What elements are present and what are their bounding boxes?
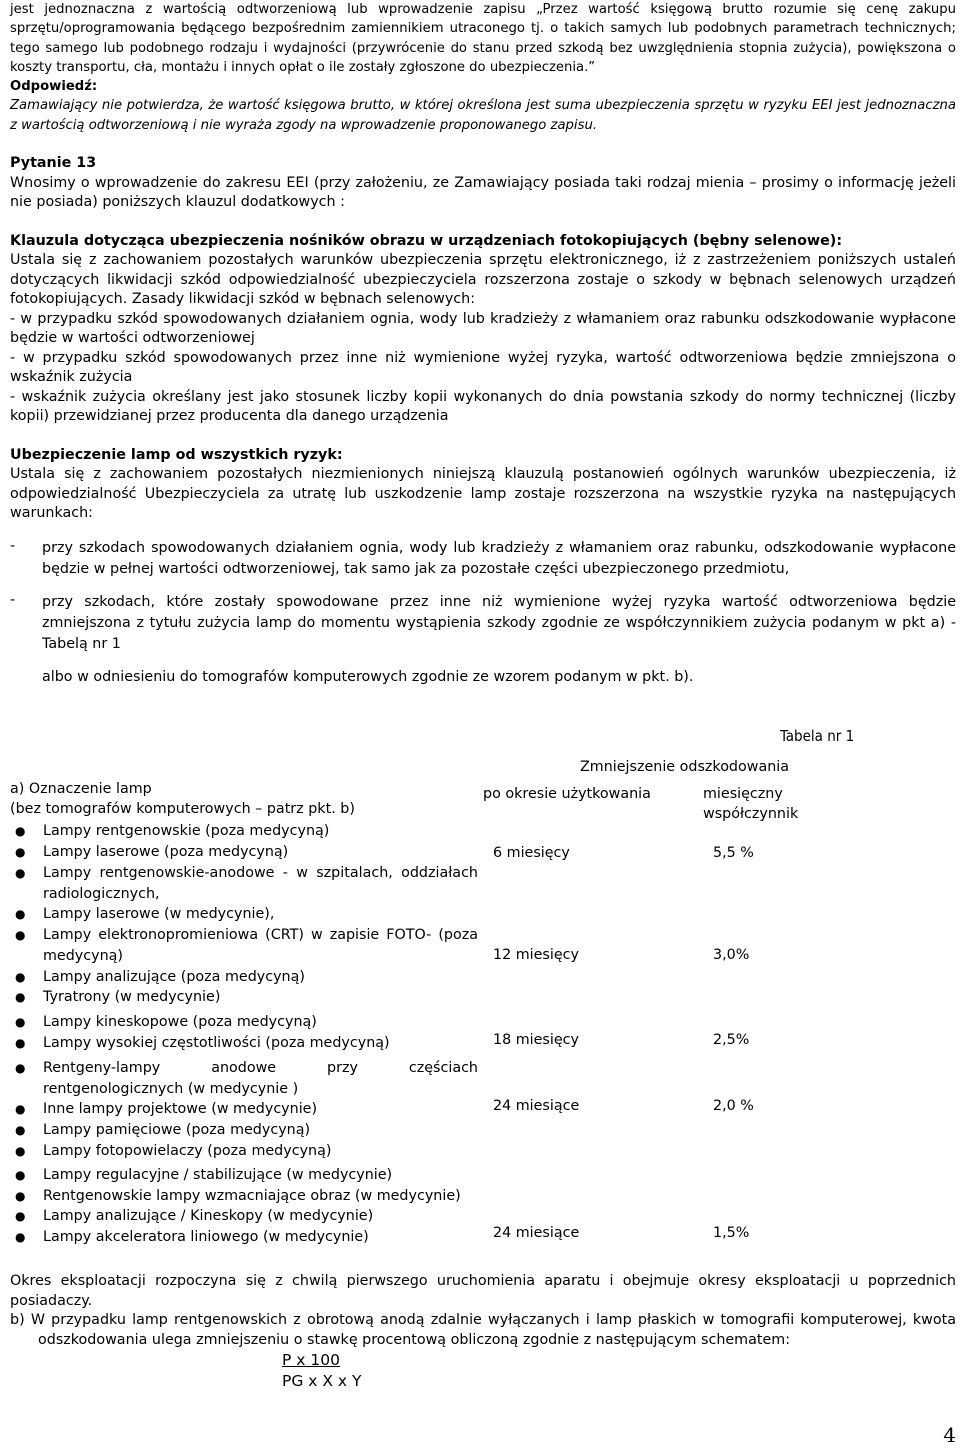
clause-selenium-p2: - w przypadku szkód spowodowanych działaniem ognia, wody lub kradzieży z włamaniem oraz rabunku odszkodowanie wypłacone będzie w wartości odtworzeniowej [10, 310, 956, 347]
lamp-name: Lampy elektronopromieniowa (CRT) w zapisie FOTO- (poza medycyną) [43, 927, 478, 964]
spacer [10, 135, 956, 154]
answer-label: Odpowiedź: [10, 79, 98, 95]
bullet-icon: ● [15, 1015, 26, 1029]
document-page [10, 0, 956, 688]
bullet-icon: ● [15, 1143, 26, 1158]
question-13-heading: Pytanie 13 [10, 155, 97, 172]
dash-item-1 [10, 538, 956, 580]
lamp-name: Tyratrony (w medycynie) [43, 989, 221, 1006]
lamp-name: Lampy kineskopowe (poza medycyną) [43, 1014, 317, 1030]
dash-item-text: przy szkodach spowodowanych działaniem ognia, wody lub kradzieży z włamaniem oraz rabunku, odszkodowanie wypłacone będzie w pełnej wartości odtworzeniowej, tak samo jak za pozostałe części ubezpieczonego przedmiotu, [42, 539, 956, 577]
paragraph-continued-proposal: jest jednoznaczna z wartością odtworzeniową lub wprowadzenie zapisu „Przez wartość księgową brutto rozumie się cenę zakupu sprzętu/oprogramowania będącego bezpośrednim zamiennikiem utraconego tj. o takich samych lub podobnych parametrach technicznych; tego samego lub podobnego rodzaju i wydajności (przywrócenie do stanu przed szkodą bez uwzględnienia stopnia zużycia), powiększona o koszty transportu, cła, montażu i innych opłat o ile zostały zgłoszone do ubezpieczenia.” [10, 2, 956, 75]
clause-selenium-heading: Klauzula dotycząca ubezpieczenia nośników obrazu w urządzeniach fotokopiujących (bębny selenowe): [10, 232, 843, 249]
closing-p1: Okres eksploatacji rozpoczyna się z chwilą pierwszego uruchomienia aparatu i obejmuje okresy eksploatacji u poprzednich posiadaczy. [10, 1273, 956, 1309]
lamp-name: Lampy wysokiej częstotliwości (poza medycyną) [43, 1034, 390, 1051]
clause-selenium-p3: - w przypadku szkód spowodowanych przez inne niż wymienione wyżej ryzyka, wartość odtworzeniowa będzie zmniejszona o wskaźnik zużycia [10, 349, 956, 386]
lamp-name: Lampy rentgenowskie (poza medycyną) [43, 823, 330, 839]
lamp-name: Rentgenowskie lampy wzmacniające obraz (w medycynie) [43, 1187, 461, 1204]
closing-p2: b) W przypadku lamp rentgenowskich z obrotową anodą zdalnie wyłączanych i lamp płaskich w tomografii komputerowej, kwota odszkodowania ulega zmniejszeniu o stawkę procentową obliczoną zgodnie z następującym schematem: [10, 1312, 956, 1348]
bullet-icon: ● [15, 1123, 26, 1138]
list-item [10, 1206, 478, 1227]
group-rate: 2,0 % [713, 1098, 754, 1114]
dash-continuation: albo w odniesieniu do tomografów komputerowych zgodnie ze wzorem podanym w pkt. b). [42, 668, 694, 685]
lamp-name: Lampy regulacyjne / stabilizujące (w medycynie) [43, 1167, 393, 1183]
lamp-name: Lampy pamięciowe (poza medycyną) [43, 1122, 311, 1139]
lamp-name: Lampy fotopowielaczy (poza medycyną) [43, 1142, 332, 1159]
group-rate: 3,0% [713, 947, 750, 963]
list-item [10, 1012, 478, 1033]
table-header-coefficient-line1: miesięczny [703, 786, 783, 802]
formula-denominator: PG x X x Y [282, 1372, 362, 1390]
dash-item-text: przy szkodach, które zostały spowodowane przez inne niż wymienione wyżej ryzyka wartość odtworzeniowa będzie zmniejszona z tytułu zużycia lamp do momentu wystąpienia szkody zgodnie ze współczynnikiem zużycia podanym w pkt a) - Tabelą nr 1 [42, 593, 956, 652]
table-header-lamps-line1: a) Oznaczenie lamp [10, 781, 152, 797]
list-item [10, 1141, 478, 1162]
closing-section [10, 1272, 956, 1390]
table-group-items [10, 863, 478, 1008]
group-period: 24 miesiące [493, 1225, 580, 1241]
list-item [10, 1033, 478, 1054]
list-item [10, 1058, 478, 1099]
dash-item-2 [10, 592, 956, 655]
group-rate: 1,5% [713, 1225, 750, 1241]
clause-selenium-p1: Ustala się z zachowaniem pozostałych warunków ubezpieczenia sprzętu elektronicznego, iż z zastrzeżeniem poniższych ustaleń dotyczących likwidacji szkód odpowiedzialność ubezpieczyciela rozszerzona zostaje o szkody w bębnach selenowych urządzeń fotokopiujących. Zasady likwidacji szkód w bębnach selenowych: [10, 252, 956, 308]
formula-numerator: P x 100 [282, 1351, 340, 1369]
table-group-items [10, 1058, 478, 1162]
clause-selenium-p4: - wskaźnik zużycia określany jest jako stosunek liczby kopii wykonanych do dnia powstania szkody do normy technicznej (liczby kopii) przewidzianej przez producenta dla danego urządzenia [10, 388, 956, 425]
group-period: 18 miesięcy [493, 1032, 579, 1048]
group-period: 6 miesięcy [493, 845, 570, 861]
list-item [10, 904, 478, 925]
group-period: 24 miesiące [493, 1098, 580, 1114]
table-group-items [10, 821, 478, 862]
table-caption: Tabela nr 1 [780, 727, 855, 745]
bullet-icon: ● [15, 1102, 26, 1117]
spacer [10, 213, 956, 232]
lamp-name: Lampy analizujące (poza medycyną) [43, 968, 305, 985]
list-item [10, 1227, 478, 1248]
list-item [10, 967, 478, 988]
table-group-items [10, 1012, 478, 1053]
table-header-reduction: Zmniejszenie odszkodowania [580, 759, 790, 775]
bullet-icon: ● [15, 1061, 26, 1075]
bullet-icon: ● [15, 1035, 26, 1050]
table-header-lamps [10, 779, 355, 819]
spacer [10, 427, 956, 446]
bullet-icon: ● [15, 928, 26, 943]
bullet-icon: ● [15, 1209, 26, 1224]
bullet-icon: ● [15, 969, 26, 984]
lamp-name: Lampy rentgenowskie-anodowe - w szpitalach, oddziałach radiologicznych, [43, 865, 478, 902]
bullet-icon: ● [15, 1188, 26, 1203]
spacer [10, 580, 956, 592]
table-header-period: po okresie użytkowania [483, 786, 651, 802]
table-header-lamps-line2: (bez tomografów komputerowych – patrz pkt. b) [10, 801, 355, 817]
bullet-icon: ● [15, 866, 26, 880]
lamp-name: Lampy akceleratora liniowego (w medycynie) [43, 1229, 369, 1246]
list-item [10, 821, 478, 842]
lamp-name: Lampy laserowe (w medycynie), [43, 906, 275, 923]
table-group-items [10, 1165, 478, 1248]
lamp-name: Lampy analizujące / Kineskopy (w medycynie) [43, 1208, 374, 1225]
spacer [10, 655, 956, 667]
bullet-icon: ● [15, 824, 26, 838]
answer-text: Zamawiający nie potwierdza, że wartość księgowa brutto, w której określona jest suma ubezpieczenia sprzętu w ryzyku EEI jest jednoznaczna z wartością odtworzeniową i nie wyraża zgody na wprowadzenie proponowanego zapisu. [10, 98, 956, 133]
list-item [10, 1120, 478, 1141]
bullet-icon: ● [15, 1168, 26, 1182]
list-item [10, 987, 478, 1008]
group-rate: 2,5% [713, 1032, 750, 1048]
clause-lamps-p1: Ustala się z zachowaniem pozostałych niezmienionych niniejszą klauzulą postanowień ogólnych warunków ubezpieczenia, iż odpowiedzialność Ubezpieczyciela za utratę lub uszkodzenie lamp zostaje rozszerzona na wszystkie ryzyka na następujących warunkach: [10, 466, 956, 522]
bullet-icon: ● [15, 844, 26, 859]
lamp-name: Lampy laserowe (poza medycyną) [43, 843, 289, 860]
lamp-name: Rentgeny-lampy anodowe przy częściach rentgenologicznych (w medycynie ) [43, 1060, 478, 1097]
list-item [10, 842, 478, 863]
page-number: 4 [943, 1423, 956, 1447]
list-item [10, 1186, 478, 1207]
bullet-icon: ● [15, 990, 26, 1005]
clause-lamps-heading: Ubezpieczenie lamp od wszystkich ryzyk: [10, 446, 343, 463]
table-header-coefficient-line2: współczynnik [703, 806, 799, 822]
dash-marker: - [10, 537, 16, 554]
list-item [10, 1099, 478, 1120]
dash-marker: - [10, 591, 16, 608]
group-period: 12 miesięcy [493, 947, 579, 963]
group-rate: 5,5 % [713, 845, 754, 861]
bullet-icon: ● [15, 907, 26, 922]
spacer [10, 524, 956, 538]
list-item [10, 925, 478, 966]
table-header-coefficient [703, 784, 823, 824]
list-item [10, 863, 478, 904]
lamp-name: Inne lampy projektowe (w medycynie) [43, 1101, 318, 1118]
bullet-icon: ● [15, 1230, 26, 1245]
list-item [10, 1165, 478, 1186]
question-13-intro: Wnosimy o wprowadzenie do zakresu EEI (przy założeniu, ze Zamawiający posiada taki rodzaj mienia – prosimy o informację jeżeli nie posiada) poniższych klauzul dodatkowych : [10, 174, 956, 211]
